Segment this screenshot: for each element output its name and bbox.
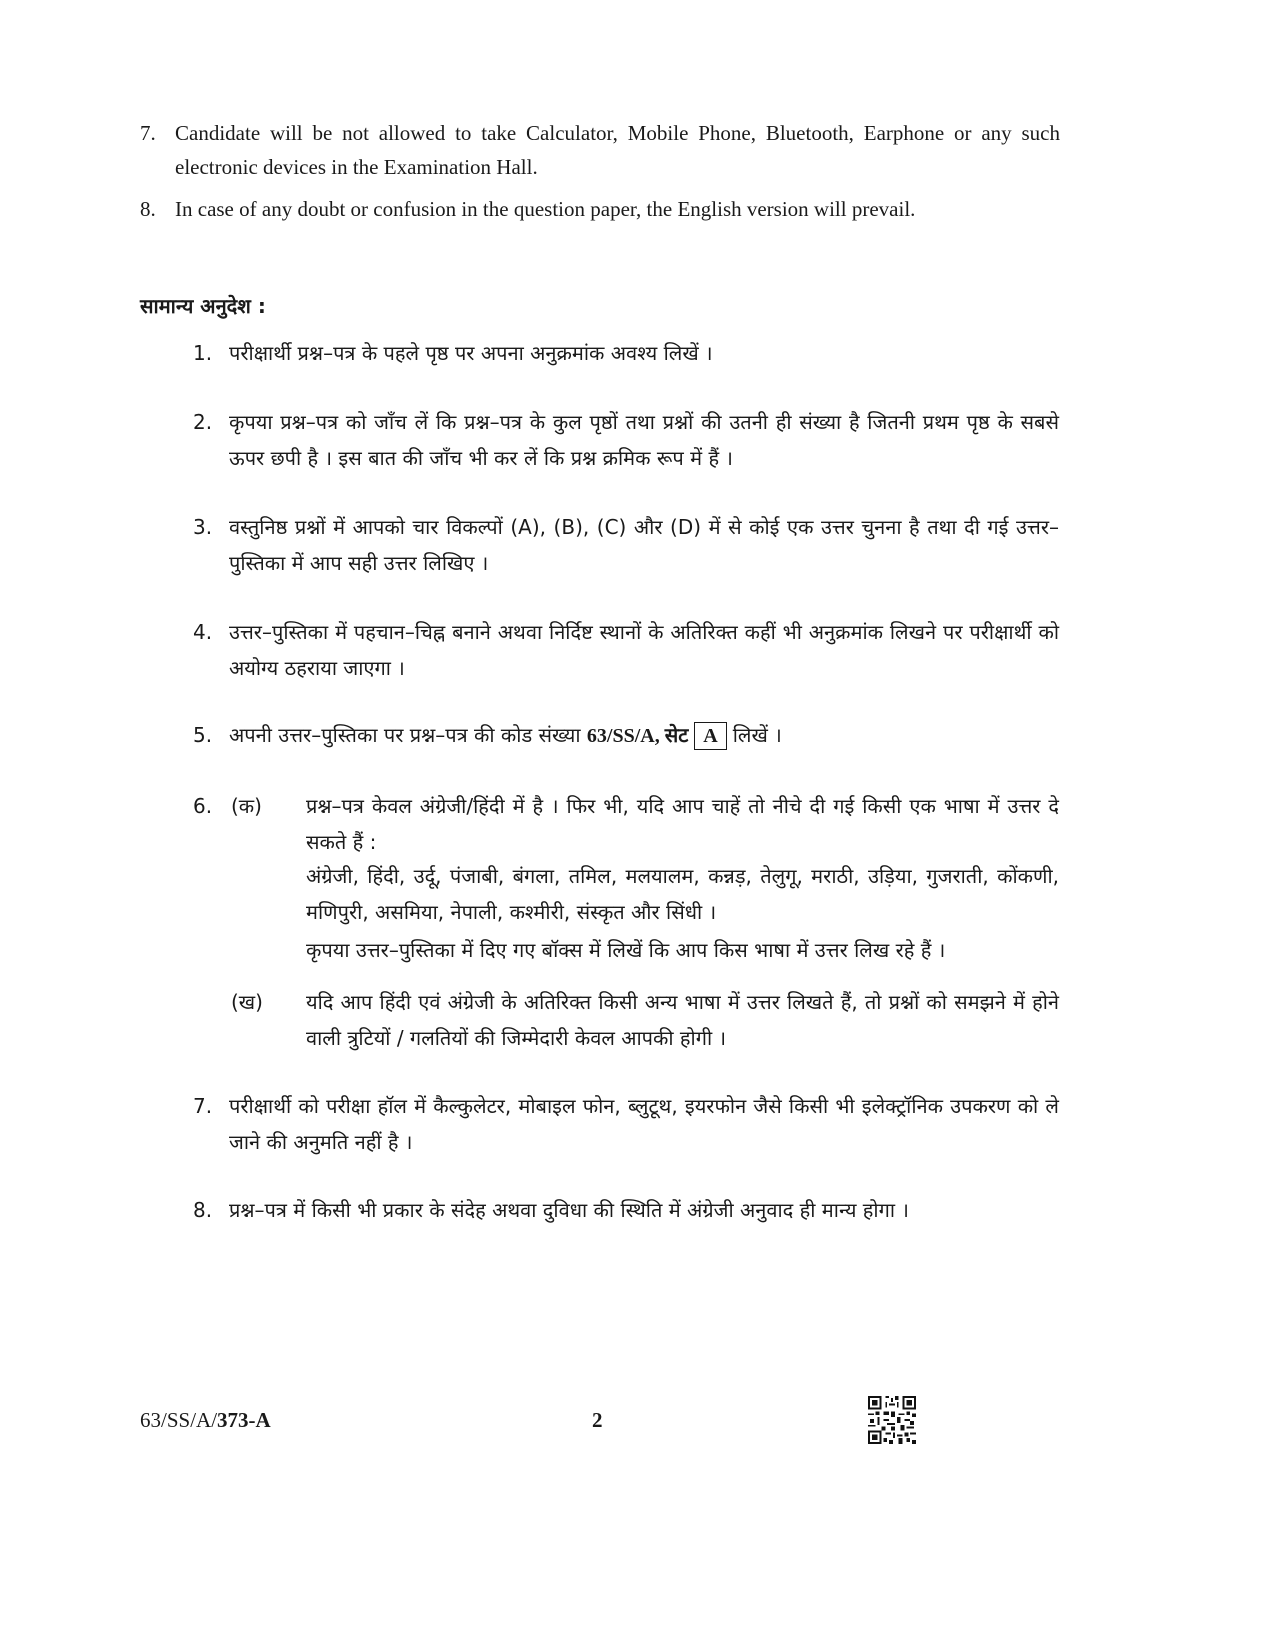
set-code-box: A bbox=[694, 722, 726, 750]
language-list: अंग्रेजी, हिंदी, उर्दू, पंजाबी, बंगला, तमिल, मलयालम, कन्नड़, तेलुगू, मराठी, उड़िया, गुजराती, कोंकणी, मणिपुरी, असमिया, नेपाली, कश्मीरी, संस्कृत और सिंधी । bbox=[306, 864, 1059, 924]
sub-item-text-b: यदि आप हिंदी एवं अंग्रेजी के अतिरिक्त किसी अन्य भाषा में उत्तर लिखते हैं, तो प्रश्नों को समझने में होने वाली त्रुटियों / गलतियों की जिम्मेदारी केवल आपकी होगी । bbox=[306, 990, 1059, 1050]
instruction-number: 8. bbox=[140, 197, 156, 221]
sub-item-label-b: (ख) bbox=[231, 990, 263, 1014]
instruction-text-pre: अपनी उत्तर–पुस्तिका पर प्रश्न–पत्र की कोड संख्या bbox=[229, 723, 581, 747]
instruction-number: 4. bbox=[193, 620, 213, 644]
instruction-text-post: लिखें । bbox=[732, 723, 782, 747]
instruction-number: 6. bbox=[193, 794, 213, 818]
instruction-text: प्रश्न–पत्र में किसी भी प्रकार के संदेह अथवा दुविधा की स्थिति में अंग्रेजी अनुवाद ही मान्य होगा । bbox=[229, 1198, 909, 1222]
paper-code-footer bbox=[140, 1408, 271, 1433]
instruction-text: परीक्षार्थी को परीक्षा हॉल में कैल्कुलेटर, मोबाइल फोन, ब्लुटूथ, इयरफोन जैसे किसी भी इलेक्ट्रॉनिक उपकरण को ले जाने की अनुमति नहीं है । bbox=[229, 1094, 1059, 1154]
instruction-number: 1. bbox=[193, 341, 213, 365]
instruction-text: परीक्षार्थी प्रश्न–पत्र के पहले पृष्ठ पर अपना अनुक्रमांक अवश्य लिखें । bbox=[229, 341, 713, 365]
instruction-number: 7. bbox=[193, 1094, 213, 1118]
instruction-number: 8. bbox=[193, 1198, 213, 1222]
instruction-text: Candidate will be not allowed to take Calculator, Mobile Phone, Bluetooth, Earphone or any such electronic devices in the Examination Hall. bbox=[175, 121, 1060, 179]
paper-code-prefix: 63/SS/A/ bbox=[140, 1408, 218, 1432]
paper-code: 63/SS/A, सेट bbox=[586, 725, 689, 747]
section-heading: सामान्य अनुदेश : bbox=[140, 294, 266, 318]
instruction-text: In case of any doubt or confusion in the question paper, the English version will prevail. bbox=[175, 197, 916, 221]
instruction-text: उत्तर–पुस्तिका में पहचान–चिह्न बनाने अथवा निर्दिष्ट स्थानों के अतिरिक्त कहीं भी अनुक्रमांक लिखने पर परीक्षार्थी को अयोग्य ठहराया जाएगा । bbox=[229, 620, 1059, 680]
instruction-number: 2. bbox=[193, 410, 213, 434]
sub-item-text-a: प्रश्न–पत्र केवल अंग्रेजी/हिंदी में है । फिर भी, यदि आप चाहें तो नीचे दी गई किसी एक भाषा में उत्तर दे सकते हैं : bbox=[306, 794, 1059, 854]
instruction-text: कृपया प्रश्न–पत्र को जाँच लें कि प्रश्न–पत्र के कुल पृष्ठों तथा प्रश्नों की उतनी ही संख्या है जितनी प्रथम पृष्ठ के सबसे ऊपर छपी है । इस बात की जाँच भी कर लें कि प्रश्न क्रमिक रूप में हैं । bbox=[229, 410, 1059, 470]
instruction-number: 5. bbox=[193, 723, 213, 747]
language-note: कृपया उत्तर–पुस्तिका में दिए गए बॉक्स में लिखें कि आप किस भाषा में उत्तर लिख रहे हैं । bbox=[306, 938, 946, 962]
qr-code-icon bbox=[868, 1396, 916, 1449]
hindi-instruction-6 bbox=[193, 788, 1059, 1048]
paper-code-bold: 373-A bbox=[217, 1408, 271, 1432]
instruction-number: 3. bbox=[193, 515, 213, 539]
instruction-number: 7. bbox=[140, 121, 156, 145]
instruction-text bbox=[229, 717, 1059, 754]
sub-item-label-a: (क) bbox=[231, 794, 262, 818]
page-number: 2 bbox=[592, 1408, 603, 1432]
instruction-text: वस्तुनिष्ठ प्रश्नों में आपको चार विकल्पों (A), (B), (C) और (D) में से कोई एक उत्तर चुनना है तथा दी गई उत्तर–पुस्तिका में आप सही उत्तर लिखिए । bbox=[229, 515, 1059, 575]
